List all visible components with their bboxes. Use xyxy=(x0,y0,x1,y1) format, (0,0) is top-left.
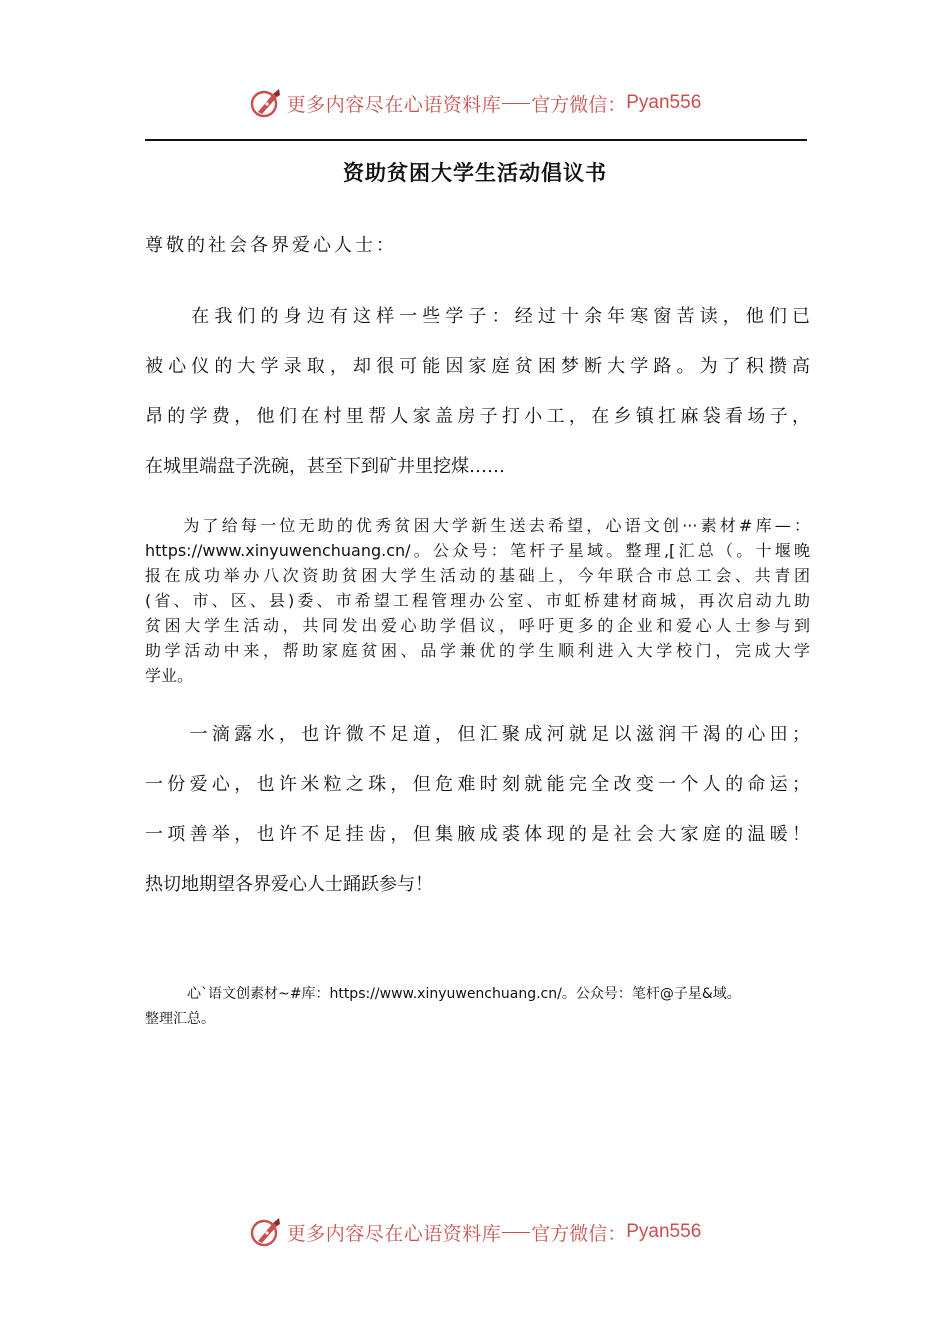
footer-line: 整理汇总。 xyxy=(145,1011,215,1027)
footer-note xyxy=(145,982,810,1032)
paragraph-line: 为了给每一位无助的优秀贫困大学新生送去希望，心语文创···素材#库—： xyxy=(145,516,810,535)
paragraph-line: 贫困大学生活动，共同发出爱心助学倡议，呼吁更多的企业和爱心人士参与到 xyxy=(145,616,810,635)
paragraph-line: 昂的学费，他们在村里帮人家盖房子打小工，在乡镇扛麻袋看场子， xyxy=(145,406,810,427)
paragraph-line: 一份爱心，也许米粒之珠，但危难时刻就能完全改变一个人的命运； xyxy=(145,774,810,795)
footer-line: 心`语文创素材~#库：https://www.xinyuwenchuang.cn/。公众号：笔杆@子星&域。 xyxy=(145,986,741,1002)
paragraph-line: 热切地期望各界爱心人士踊跃参与！ xyxy=(145,874,433,895)
footer-banner xyxy=(0,1212,950,1252)
document-title: 资助贫困大学生活动倡议书 xyxy=(343,161,607,185)
paragraph-line: https://www.xinyuwenchuang.cn/。公众号：笔杆子星域。整理,[汇总（。十堰晚 xyxy=(145,541,810,560)
paragraph-line: 报在成功举办八次资助贫困大学生活动的基础上，今年联合市总工会、共青团 xyxy=(145,566,810,585)
header-banner xyxy=(0,83,950,123)
paragraph-line: 学业。 xyxy=(145,666,194,685)
paragraph-1 xyxy=(145,292,810,492)
pen-nib-logo-icon xyxy=(249,86,283,120)
banner-wechat-id: Pyan556 xyxy=(626,92,702,113)
paragraph-line: 助学活动中来，帮助家庭贫困、品学兼优的学生顺利进入大学校门，完成大学 xyxy=(145,641,810,660)
paragraph-2 xyxy=(145,513,810,688)
banner-label: 官方微信： xyxy=(531,1222,627,1245)
banner-text: 更多内容尽在心语资料库 xyxy=(286,1222,502,1245)
paragraph-line: (省、市、区、县)委、市希望工程管理办公室、市虹桥建材商城，再次启动九助 xyxy=(145,591,810,610)
paragraph-3 xyxy=(145,710,810,910)
salutation: 尊敬的社会各界爱心人士： xyxy=(145,235,397,256)
paragraph-line: 在我们的身边有这样一些学子：经过十余年寒窗苦读，他们已 xyxy=(145,306,810,327)
banner-dash xyxy=(502,103,530,104)
banner-dash xyxy=(502,1232,530,1233)
pen-nib-logo-icon xyxy=(249,1215,283,1249)
paragraph-line: 一项善举，也许不足挂齿，但集腋成裘体现的是社会大家庭的温暖！ xyxy=(145,824,810,845)
paragraph-line: 一滴露水，也许微不足道，但汇聚成河就足以滋润干渴的心田； xyxy=(145,724,810,745)
paragraph-line: 在城里端盘子洗碗，甚至下到矿井里挖煤…… xyxy=(145,456,505,477)
banner-label: 官方微信： xyxy=(531,93,627,116)
banner-text: 更多内容尽在心语资料库 xyxy=(286,93,502,116)
paragraph-line: 被心仪的大学录取，却很可能因家庭贫困梦断大学路。为了积攒高 xyxy=(145,356,810,377)
banner-wechat-id: Pyan556 xyxy=(626,1221,702,1242)
header-rule xyxy=(145,139,807,141)
